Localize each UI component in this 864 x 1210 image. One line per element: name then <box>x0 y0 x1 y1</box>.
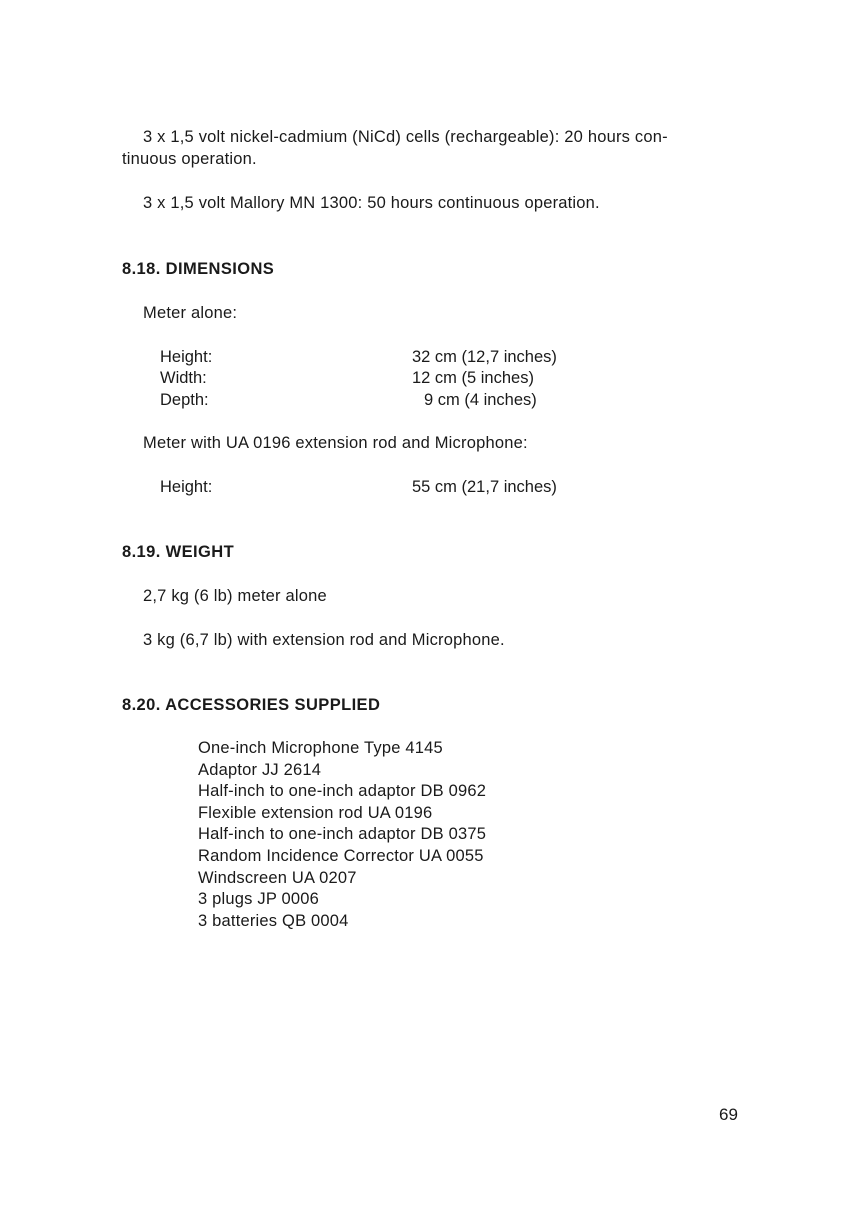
dimension-value: 12 cm (5 inches) <box>412 369 534 387</box>
battery-nicd-line-1: 3 x 1,5 volt nickel-cadmium (NiCd) cells (rechargeable): 20 hours con- <box>143 128 668 146</box>
dimension-row-depth <box>160 389 600 411</box>
list-item: 3 batteries QB 0004 <box>198 911 349 930</box>
meter-with-rod-label: Meter with UA 0196 extension rod and Microphone: <box>143 434 528 452</box>
list-item: Windscreen UA 0207 <box>198 868 357 887</box>
list-item: One-inch Microphone Type 4145 <box>198 739 443 757</box>
list-item: 3 plugs JP 0006 <box>198 890 320 909</box>
list-item: Adaptor JJ 2614 <box>198 760 322 779</box>
accessories-list <box>198 738 486 932</box>
list-item: Half-inch to one-inch adaptor DB 0375 <box>198 825 487 844</box>
dimension-label: Height: <box>160 478 213 496</box>
dimension-row-width <box>160 367 600 389</box>
battery-nicd-line-2: tinuous operation. <box>122 150 257 168</box>
battery-mallory-line: 3 x 1,5 volt Mallory MN 1300: 50 hours continuous operation. <box>143 194 600 212</box>
dimension-label: Height: <box>160 348 213 366</box>
meter-alone-label: Meter alone: <box>143 304 238 322</box>
list-item: Half-inch to one-inch adaptor DB 0962 <box>198 782 487 801</box>
section-heading-weight: 8.19. WEIGHT <box>122 543 235 561</box>
list-item: Flexible extension rod UA 0196 <box>198 803 433 822</box>
list-item: Random Incidence Corrector UA 0055 <box>198 846 484 865</box>
dimension-row-height-with-rod <box>160 476 600 498</box>
dimension-value: 32 cm (12,7 inches) <box>412 348 557 366</box>
dimension-value: 9 cm (4 inches) <box>424 391 537 409</box>
dimension-label: Width: <box>160 369 207 387</box>
dimension-value: 55 cm (21,7 inches) <box>412 478 557 496</box>
page-number: 69 <box>719 1105 738 1124</box>
weight-line-2: 3 kg (6,7 lb) with extension rod and Microphone. <box>143 631 505 649</box>
dimension-label: Depth: <box>160 391 209 409</box>
section-heading-accessories: 8.20. ACCESSORIES SUPPLIED <box>122 696 381 714</box>
section-heading-dimensions: 8.18. DIMENSIONS <box>122 260 275 278</box>
weight-line-1: 2,7 kg (6 lb) meter alone <box>143 587 327 605</box>
dimension-row-height <box>160 346 600 368</box>
